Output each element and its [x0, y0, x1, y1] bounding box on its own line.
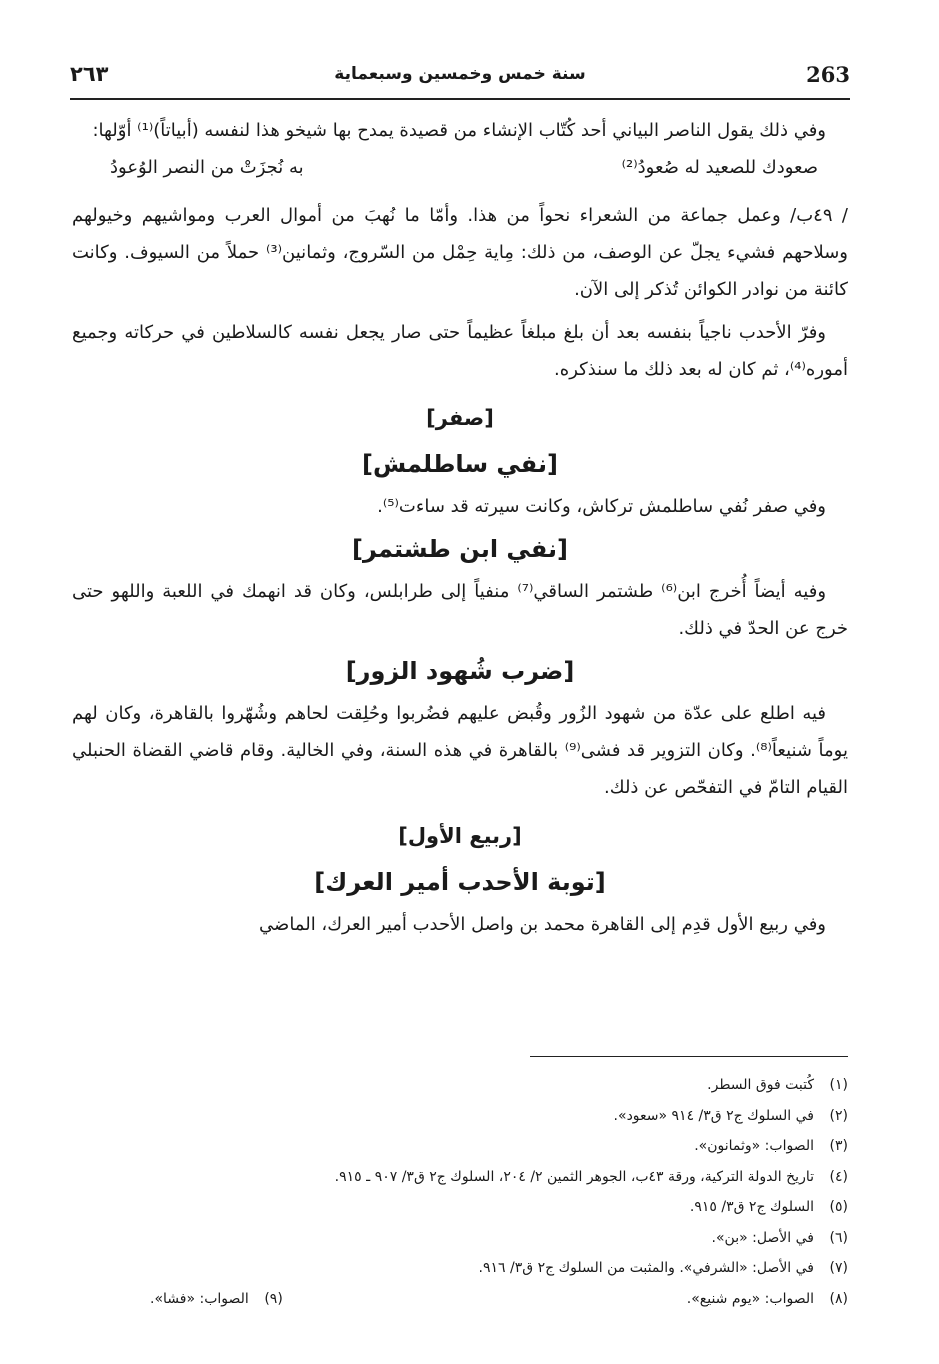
footnote-5 [150, 1192, 848, 1223]
footnote-rule [530, 1056, 848, 1057]
header-rule [70, 98, 850, 100]
running-title: سنة خمس وخمسين وسبعماية [334, 64, 586, 84]
paragraph-1: وفي ذلك يقول الناصر البياني أحد كُتّاب الإنشاء من قصيدة يمدح بها شيخو هذا لنفسه (أبياتاً)⁽¹⁾ أوّلها: [92, 120, 826, 141]
month-heading-rabi: [ربيع الأول] [398, 824, 522, 848]
paragraph-7: وفي ربيع الأول قدِم إلى القاهرة محمد بن واصل الأحدب أمير العرك، الماضي [259, 914, 826, 935]
paragraph-2: / ٤٩ب/ وعمل جماعة من الشعراء نحواً من هذا. وأمّا ما نُهبَ من أموال العرب ومواشيهم وخيولهم وسلاحهم فشيء يجلّ عن الوصف، من ذلك: مِاية حِمْل من السّروج، وثمانين⁽³⁾ حملاً من السيوف. وكانت كائنة من نوادر الكوائن تُذكر إلى الآن. [72, 205, 849, 300]
footnote-7 [150, 1253, 848, 1284]
paragraph-5: وفيه أيضاً أُخرج ابن⁽⁶⁾ طشتمر الساقي⁽⁷⁾ منفياً إلى طرابلس، وكان قد انهمك في اللعبة واللهو حتى خرج عن الحدّ في ذلك. [72, 581, 848, 639]
footnotes [150, 1070, 848, 1314]
paragraph-3: وفرّ الأحدب ناجياً بنفسه بعد أن بلغ مبلغاً عظيماً حتى صار يجعل نفسه كالسلاطين في حركاته وجميع أموره⁽⁴⁾، ثم كان له بعد ذلك ما سنذكره. [72, 322, 848, 380]
footnote-text: الصواب: «يوم شنيع». [686, 1290, 814, 1307]
footnote-text: السلوك ج٢ ق٣/ ٩١٥. [689, 1199, 814, 1215]
footnote-marker: (٧) [829, 1260, 848, 1276]
poem-verse [72, 151, 848, 195]
footnote-1 [150, 1070, 848, 1101]
section-title-ibn-tashtamur: [نفي ابن طشتمر] [352, 535, 568, 563]
footnote-text: تاريخ الدولة التركية، ورقة ٤٣ب، الجوهر الثمين ٢/ ٢٠٤، السلوك ج٢ ق٣/ ٩٠٧ ـ ٩١٥. [334, 1168, 814, 1185]
section-title-false-witnesses: [ضرب شُهود الزور] [345, 657, 575, 685]
footnote-row-8-9 [150, 1284, 848, 1315]
page-number-latin: 263 [806, 62, 850, 87]
page-number-arabic: ٢٦٣ [70, 62, 109, 86]
footnote-marker: (٥) [829, 1199, 848, 1215]
footnote-marker: (٢) [829, 1107, 848, 1124]
footnote-marker: (٣) [829, 1138, 848, 1154]
footnote-text: في السلوك ج٢ ق٣/ ٩١٤ «سعود». [613, 1107, 814, 1124]
page-header [70, 62, 850, 96]
footnote-8 [687, 1284, 848, 1315]
footnote-marker: (٨) [829, 1290, 848, 1307]
paragraph-6: فيه اطلع على عدّة من شهود الزُور وقُبض عليهم فضُربوا وحُلِقت لحاهم وشُهّروا بالقاهرة، وكان لهم يوماً شنيعاً⁽⁸⁾. وكان التزوير قد فشى⁽⁹⁾ بالقاهرة في هذه السنة، وفي الخالية. وقام قاضي القضاة الحنبلي القيام التامّ في التفحّص عن ذلك. [72, 703, 848, 798]
verse-hemistich-1: صعودك للصعيد له صُعودُ⁽²⁾ [621, 157, 818, 178]
footnote-text: الصواب: «فشا». [150, 1290, 249, 1307]
footnote-text: الصواب: «وثمانون». [694, 1138, 814, 1154]
footnote-3 [150, 1131, 848, 1162]
footnote-marker: (٩) [264, 1290, 283, 1307]
footnote-marker: (٤) [829, 1168, 848, 1185]
footnote-4 [150, 1162, 848, 1193]
verse-hemistich-2: به نُجزَتْ من النصر الوُعودُ [110, 157, 304, 178]
month-heading-safar: [صفر] [426, 406, 494, 430]
footnote-text: في الأصل: «الشرفي». والمثبت من السلوك ج٢ ق٣/ ٩١٦. [478, 1260, 814, 1276]
footnote-marker: (٦) [829, 1229, 848, 1246]
section-title-satalmish: [نفي ساطلمش] [362, 450, 558, 478]
paragraph-4: وفي صفر نُفي ساطلمش تركاش، وكانت سيرته قد ساءت⁽⁵⁾. [377, 496, 826, 517]
footnote-6 [150, 1223, 848, 1254]
footnote-text: كُتبت فوق السطر. [707, 1077, 814, 1093]
footnote-2 [150, 1101, 848, 1132]
main-text [72, 112, 848, 943]
footnote-9 [150, 1284, 283, 1315]
section-title-tawba: [توبة الأحدب أمير العرك] [314, 868, 606, 896]
footnote-marker: (١) [829, 1077, 848, 1093]
footnote-text: في الأصل: «بن». [711, 1229, 814, 1246]
